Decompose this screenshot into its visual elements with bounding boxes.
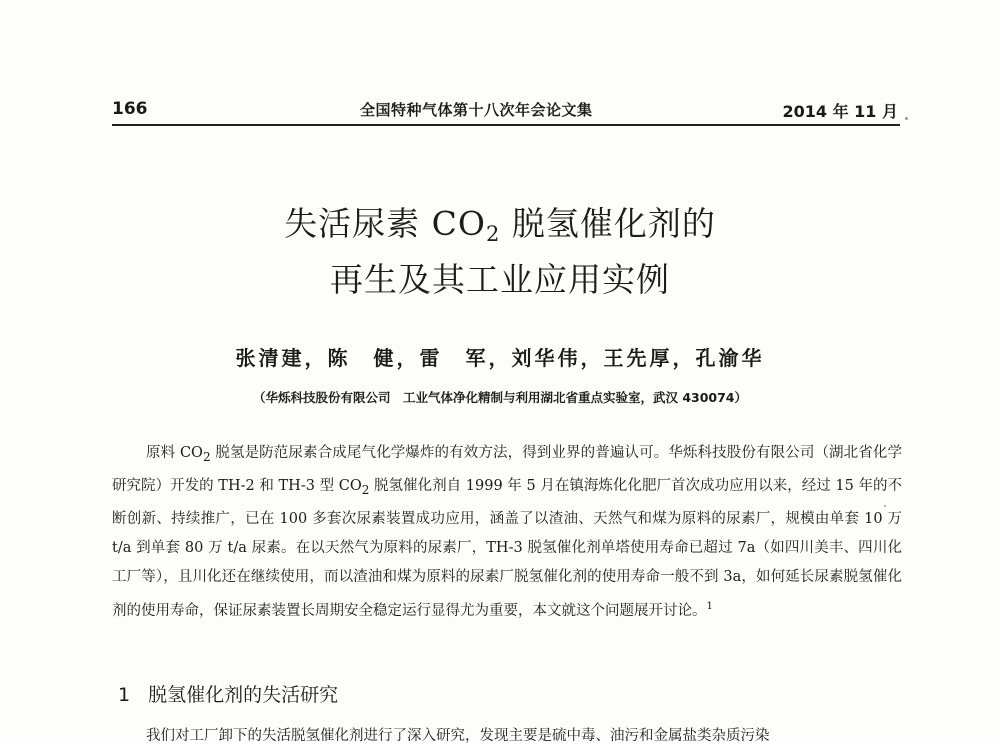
abstract-part-3: 脱氢催化剂自 1999 年 5 月在镇海炼化化肥厂首次成功应用以来，经过 15 年的不断创新、持续推广，已在 100 多套次尿素装置成功应用，涵盖了以渣油、天然气和煤为原料的尿素厂，规模由单套 10 万 t/a 到单套 80 万 t/a 尿素。在以天然气为原料的尿素厂，TH-3 脱氢催化剂单塔使用寿命已超过 7a（如四川美丰、四川化工厂等），且川化还在继续使用，而以渣油和煤为原料的尿素厂脱氢催化剂的使用寿命一般不到 3a，如何延长尿素脱氢催化剂的使用寿命，保证尿素装置长周期安全稳定运行显得尤为重要，本文就这个问题展开讨论。 [112, 477, 902, 619]
abstract-sub-2: 2 [361, 482, 370, 497]
title-text-post: 脱氢催化剂的 [500, 204, 716, 243]
paper-title-line-1 [0, 198, 1000, 246]
scan-speck [905, 117, 908, 120]
abstract-part-2: 脱氢是防范尿素合成尾气化学爆炸的有效方法，得到业界的普遍认可。华烁科技股份有限公司（湖北省化学研究院）开发的 TH-2 和 TH-3 型 CO [112, 445, 903, 494]
section-heading [118, 680, 338, 707]
footnote-mark: 1 [706, 600, 713, 612]
abstract-sub-1: 2 [202, 449, 211, 464]
running-header [112, 98, 900, 126]
publication-date: 2014 年 11 月 [782, 102, 898, 121]
section-number: 1 [118, 684, 131, 706]
title-text-pre: 失活尿素 CO [284, 204, 486, 243]
abstract-part-1: 原料 CO [146, 445, 203, 461]
section-title: 脱氢催化剂的失活研究 [148, 684, 339, 706]
journal-title: 全国特种气体第十八次年会论文集 [360, 101, 593, 119]
abstract-paragraph [112, 439, 902, 626]
author-list: 张清建，陈 健，雷 军，刘华伟，王先厚，孔渝华 [235, 346, 765, 370]
scan-speck [884, 505, 886, 507]
page-number: 166 [112, 99, 148, 119]
abstract [112, 439, 902, 626]
title-subscript: 2 [485, 222, 501, 246]
truncated-body-line: 我们对工厂卸下的失活脱氢催化剂进行了深入研究，发现主要是硫中毒、油污和金属盐类杂质污染 [146, 728, 770, 744]
paper-title-line-2: 再生及其工业应用实例 [330, 260, 670, 299]
affiliation: （华烁科技股份有限公司 工业气体净化精制与利用湖北省重点实验室，武汉 430074） [252, 390, 748, 405]
